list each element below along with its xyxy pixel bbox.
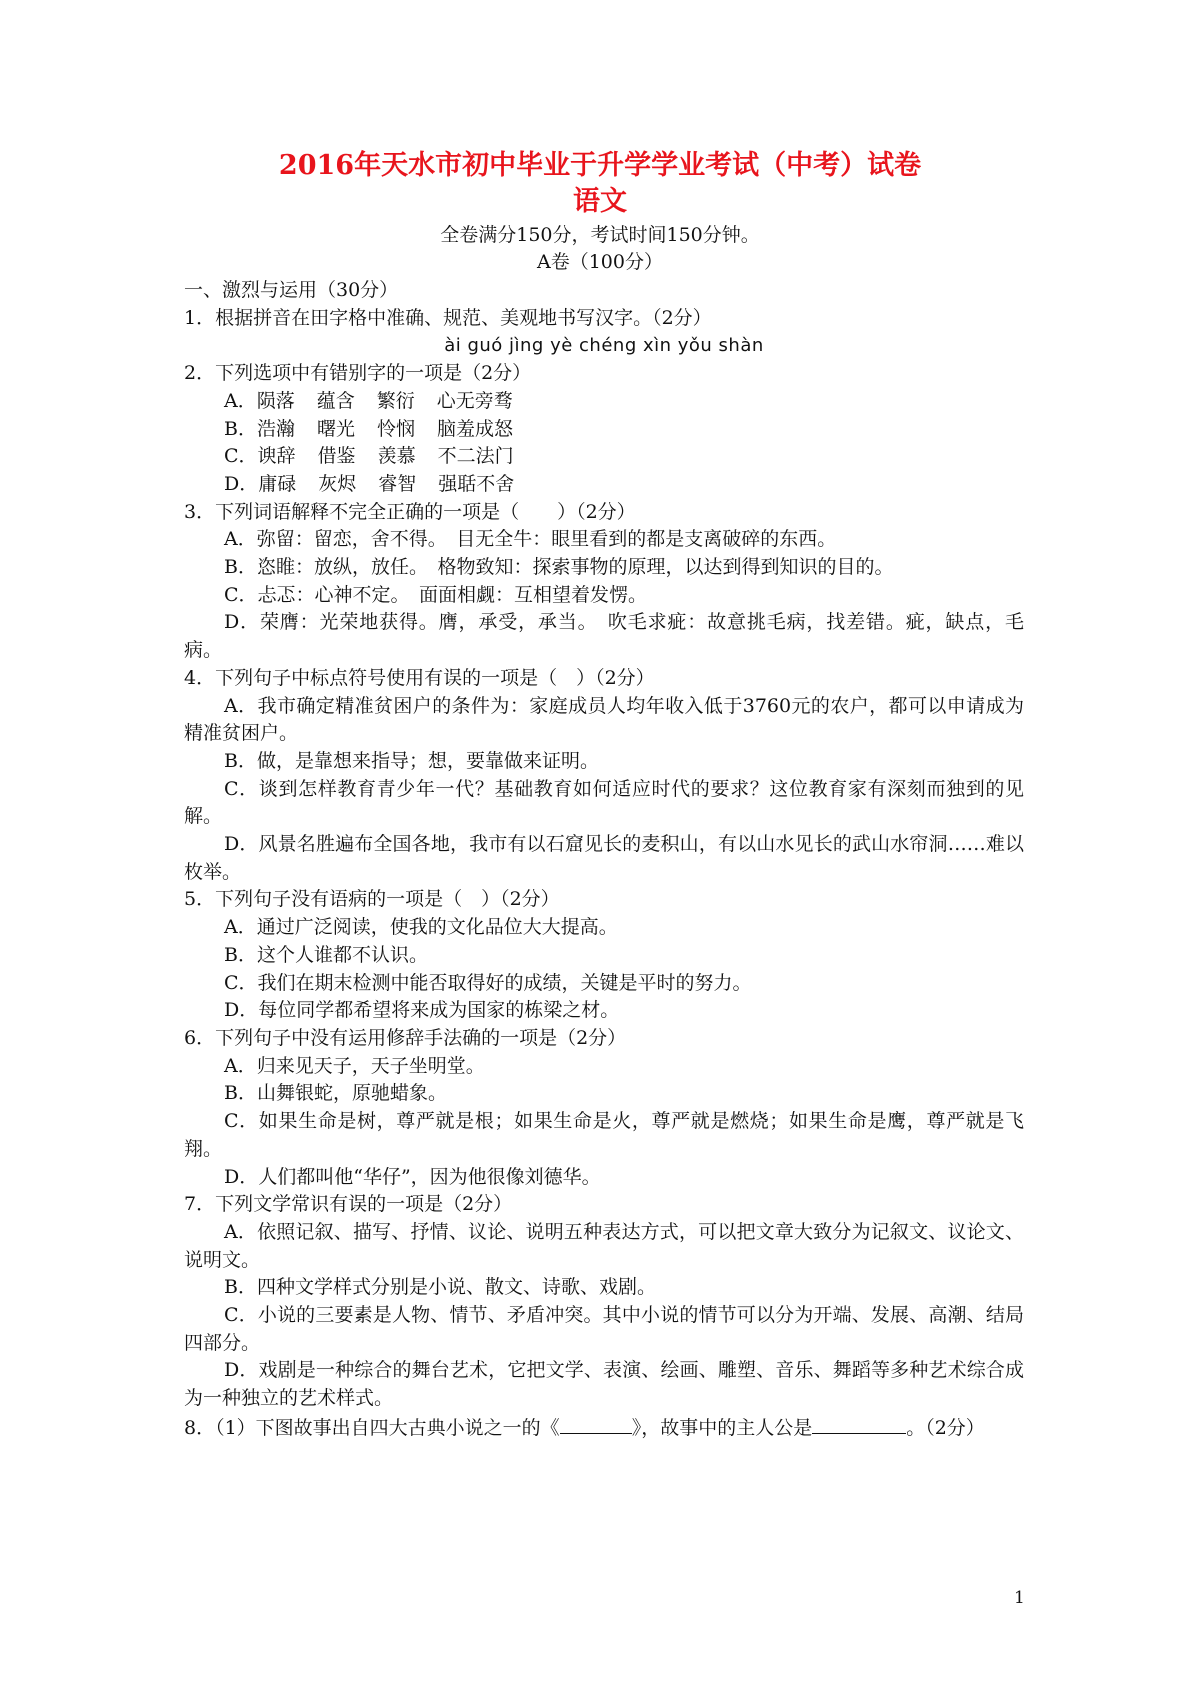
question-6-option-c: C．如果生命是树，尊严就是根；如果生命是火，尊严就是燃烧；如果生命是鹰，尊严就是飞翔。 bbox=[184, 1110, 1024, 1160]
part-heading: 一、激烈与运用（30分） bbox=[184, 279, 399, 301]
question-2-option-a: A．陨落 蕴含 繁衍 心无旁骛 bbox=[224, 389, 513, 412]
question-4-option-b: B．做，是靠想来指导；想，要靠做来证明。 bbox=[224, 749, 599, 772]
question-3: 3．下列词语解释不完全正确的一项是（ ）（2分） bbox=[184, 500, 636, 523]
protagonist-blank[interactable] bbox=[812, 1413, 906, 1434]
question-4-option-c: C．谈到怎样教育青少年一代？基础教育如何适应时代的要求？这位教育家有深刻而独到的见解。 bbox=[184, 777, 1024, 828]
exam-info: 全卷满分150分，考试时间150分钟。 bbox=[440, 224, 760, 246]
question-2-option-c: C．谀辞 借鉴 羡慕 不二法门 bbox=[224, 445, 514, 468]
question-6-option-d: D．人们都叫他“华仔”，因为他很像刘德华。 bbox=[224, 1165, 601, 1188]
question-3-option-c: C．忐忑：心神不定。 面面相觑：互相望着发愣。 bbox=[224, 583, 648, 606]
question-1: 1．根据拼音在田字格中准确、规范、美观地书写汉字。（2分） bbox=[184, 306, 712, 329]
question-3-option-a: A．弥留：留恋，舍不得。 目无全牛：眼里看到的都是支离破碎的东西。 bbox=[224, 528, 837, 551]
exam-title: 2016年天水市初中毕业于升学学业考试（中考）试卷 bbox=[278, 150, 922, 181]
question-3-option-b: B．恣睢：放纵，放任。 格物致知：探索事物的原理，以达到得到知识的目的。 bbox=[224, 556, 894, 579]
question-3-option-d: D．荣膺：光荣地获得。膺，承受，承当。 吹毛求疵：故意挑毛病，找差错。疵，缺点，毛病。 bbox=[184, 611, 1024, 662]
novel-title-blank[interactable] bbox=[560, 1413, 632, 1434]
question-4-option-a: A．我市确定精准贫困户的条件为：家庭成员人均年收入低于3760元的农户，都可以申请成为精准贫困户。 bbox=[184, 694, 1024, 745]
question-4: 4．下列句子中标点符号使用有误的一项是（ ）（2分） bbox=[184, 666, 655, 689]
question-5-option-b: B．这个人谁都不认识。 bbox=[224, 943, 428, 966]
question-5: 5．下列句子没有语病的一项是（ ）（2分） bbox=[184, 888, 560, 911]
question-7: 7．下列文学常识有误的一项是（2分） bbox=[184, 1193, 513, 1216]
question-5-option-d: D．每位同学都希望将来成为国家的栋梁之材。 bbox=[224, 999, 620, 1022]
page-number: 1 bbox=[1014, 1588, 1025, 1608]
question-2-option-b: B．浩瀚 曙光 怜悯 脑羞成怒 bbox=[224, 417, 514, 440]
subject-title: 语文 bbox=[573, 186, 627, 217]
question-6-option-b: B．山舞银蛇，原驰蜡象。 bbox=[224, 1082, 447, 1105]
question-4-option-d: D．风景名胜遍布全国各地，我市有以石窟见长的麦积山，有以山水见长的武山水帘洞……难以枚举。 bbox=[184, 833, 1024, 883]
question-7-option-a: A．依照记叙、描写、抒情、议论、说明五种表达方式，可以把文章大致分为记叙文、议论文、说明文。 bbox=[184, 1220, 1024, 1271]
question-8: 8．（1）下图故事出自四大古典小说之一的《 》，故事中的主人公是 。（2分） bbox=[184, 1413, 1024, 1443]
question-1-pinyin: ài guó jìng yè chéng xìn yǒu shàn bbox=[444, 335, 764, 357]
question-list bbox=[184, 277, 1024, 1443]
question-2-option-d: D．庸碌 灰烬 睿智 强聒不舍 bbox=[224, 472, 515, 495]
section-a-heading: A卷（100分） bbox=[537, 251, 663, 273]
question-7-option-c: C．小说的三要素是人物、情节、矛盾冲突。其中小说的情节可以分为开端、发展、高潮、结局四部分。 bbox=[184, 1304, 1024, 1354]
question-5-option-a: A．通过广泛阅读，使我的文化品位大大提高。 bbox=[224, 916, 618, 939]
question-2: 2．下列选项中有错别字的一项是（2分） bbox=[184, 362, 532, 385]
question-6: 6．下列句子中没有运用修辞手法确的一项是（2分） bbox=[184, 1026, 627, 1049]
question-7-option-b: B．四种文学样式分别是小说、散文、诗歌、戏剧。 bbox=[224, 1276, 656, 1299]
question-5-option-c: C．我们在期末检测中能否取得好的成绩，关键是平时的努力。 bbox=[224, 971, 752, 994]
question-6-option-a: A．归来见天子，天子坐明堂。 bbox=[224, 1054, 485, 1077]
question-7-option-d: D．戏剧是一种综合的舞台艺术，它把文学、表演、绘画、雕塑、音乐、舞蹈等多种艺术综合成为一种独立的艺术样式。 bbox=[184, 1359, 1024, 1410]
